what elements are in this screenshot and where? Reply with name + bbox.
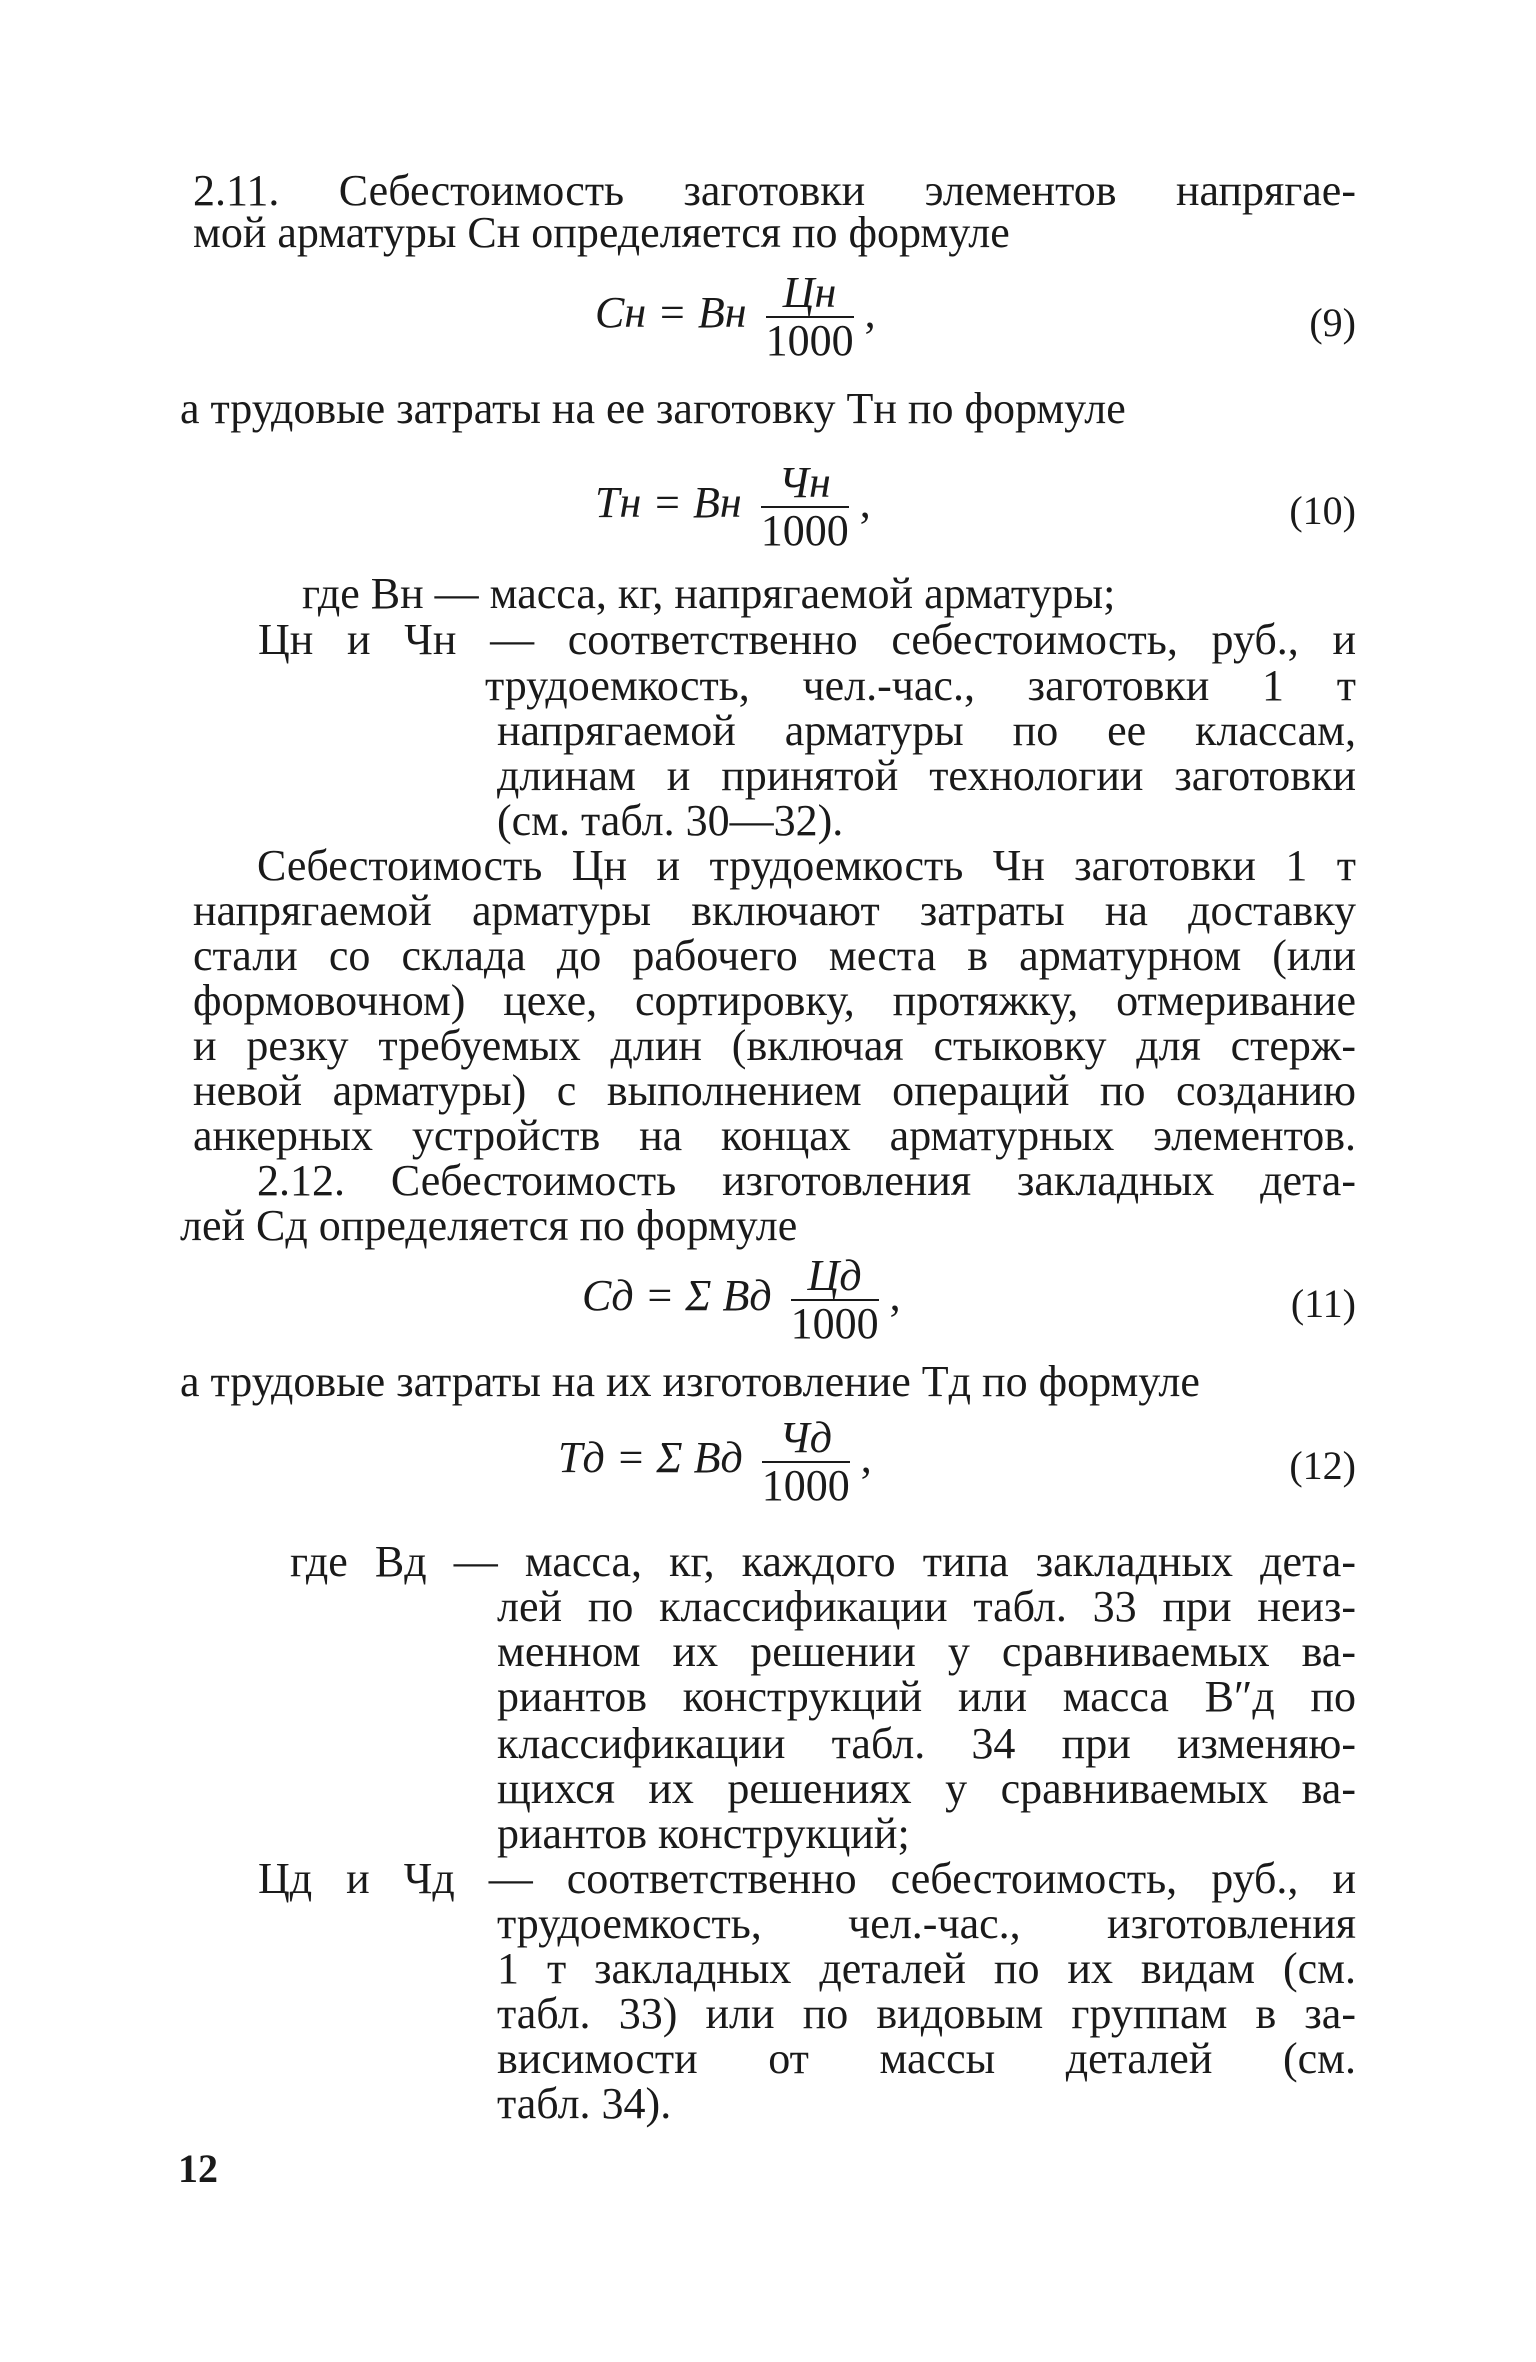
- sec212-where-line-2: лей по классификации табл. 33 при неиз-: [497, 1582, 1356, 1631]
- formula-10-comma: ,: [859, 478, 871, 528]
- formula-10-lhs: Tн = Bн: [595, 478, 742, 528]
- sec211-where-line-2: Цн и Чн — соответственно себестоимость, руб., и: [258, 615, 1356, 664]
- formula-11: [582, 1253, 901, 1347]
- sec212-mid-line: а трудовые затраты на их изготовление Tд по формуле: [180, 1357, 1200, 1406]
- sec211-line-1: 2.11. Себестоимость заготовки элементов напрягае-: [193, 166, 1356, 215]
- sec211-mid-line: а трудовые затраты на ее заготовку Tн по формуле: [180, 384, 1126, 433]
- sec212-where-line-9: трудоемкость, чел.-час., изготовления: [497, 1899, 1356, 1948]
- formula-12-numerator: Чд: [762, 1415, 850, 1463]
- sec211-where-line-4: напрягаемой арматуры по ее классам,: [497, 706, 1356, 755]
- sec211-where-line-1: где Bн — масса, кг, напрягаемой арматуры;: [302, 569, 1116, 618]
- page-number: 12: [178, 2146, 218, 2191]
- sec212-where-line-11: табл. 33) или по видовым группам в за-: [497, 1989, 1356, 2038]
- sec211-para-line-7: анкерных устройств на концах арматурных элементов.: [193, 1111, 1356, 1160]
- sec211-para-line-6: невой арматуры) с выполнением операций по созданию: [193, 1066, 1356, 1115]
- formula-10-numerator: Чн: [761, 460, 849, 508]
- sec212-where-line-1: где Bд — масса, кг, каждого типа закладных дета-: [290, 1537, 1356, 1586]
- formula-9-comma: ,: [864, 288, 876, 338]
- sec211-line-2: мой арматуры Cн определяется по формуле: [193, 208, 1010, 257]
- formula-12-comma: ,: [860, 1433, 872, 1483]
- formula-11-denominator: 1000: [790, 1299, 879, 1348]
- formula-11-comma: ,: [889, 1271, 901, 1321]
- sec211-para-line-2: напрягаемой арматуры включают затраты на доставку: [193, 886, 1356, 935]
- formula-11-fraction: [791, 1253, 879, 1347]
- sec212-where-line-12: висимости от массы деталей (см.: [497, 2034, 1356, 2083]
- sec211-para-line-4: формовочном) цехе, сортировку, протяжку, отмеривание: [193, 976, 1356, 1025]
- formula-9-numerator: Цн: [766, 270, 854, 318]
- formula-9: [595, 270, 876, 364]
- sec212-line-2: лей Cд определяется по формуле: [180, 1201, 798, 1250]
- formula-9-denominator: 1000: [765, 316, 854, 365]
- equation-number-10: (10): [1289, 488, 1356, 533]
- formula-10-denominator: 1000: [760, 506, 849, 555]
- formula-10-fraction: [761, 460, 849, 554]
- sec211-para-line-3: стали со склада до рабочего места в арматурном (или: [193, 931, 1356, 980]
- equation-number-11: (11): [1290, 1281, 1356, 1326]
- equation-number-12: (12): [1289, 1443, 1356, 1488]
- sec212-where-line-3: менном их решении у сравниваемых ва-: [497, 1627, 1356, 1676]
- formula-11-lhs: Cд = Σ Bд: [582, 1271, 772, 1321]
- formula-9-lhs: Cн = Bн: [595, 288, 747, 338]
- sec212-where-line-4: риантов конструкций или масса B″д по: [497, 1672, 1356, 1721]
- formula-10: [595, 460, 871, 554]
- sec211-para-line-1: Себестоимость Цн и трудоемкость Чн заготовки 1 т: [257, 841, 1356, 890]
- formula-12-fraction: [762, 1415, 850, 1509]
- sec212-line-1: 2.12. Себестоимость изготовления закладных дета-: [257, 1156, 1356, 1205]
- sec212-where-line-13: табл. 34).: [497, 2079, 672, 2128]
- formula-9-fraction: [766, 270, 854, 364]
- sec211-where-line-6: (см. табл. 30—32).: [497, 796, 844, 845]
- sec211-where-line-3: трудоемкость, чел.-час., заготовки 1 т: [485, 661, 1356, 710]
- sec212-where-line-8: Цд и Чд — соответственно себестоимость, руб., и: [258, 1854, 1356, 1903]
- formula-11-numerator: Цд: [791, 1253, 879, 1301]
- formula-12-denominator: 1000: [761, 1461, 850, 1510]
- sec212-where-line-7: риантов конструкций;: [497, 1809, 910, 1858]
- equation-number-9: (9): [1309, 300, 1356, 345]
- formula-12: [558, 1415, 872, 1509]
- formula-12-lhs: Tд = Σ Bд: [558, 1433, 743, 1483]
- sec212-where-line-5: классификации табл. 34 при изменяю-: [497, 1719, 1356, 1768]
- sec211-para-line-5: и резку требуемых длин (включая стыковку для стерж-: [193, 1021, 1356, 1070]
- sec212-where-line-6: щихся их решениях у сравниваемых ва-: [497, 1764, 1356, 1813]
- sec211-where-line-5: длинам и принятой технологии заготовки: [497, 751, 1356, 800]
- sec212-where-line-10: 1 т закладных деталей по их видам (см.: [497, 1944, 1356, 1993]
